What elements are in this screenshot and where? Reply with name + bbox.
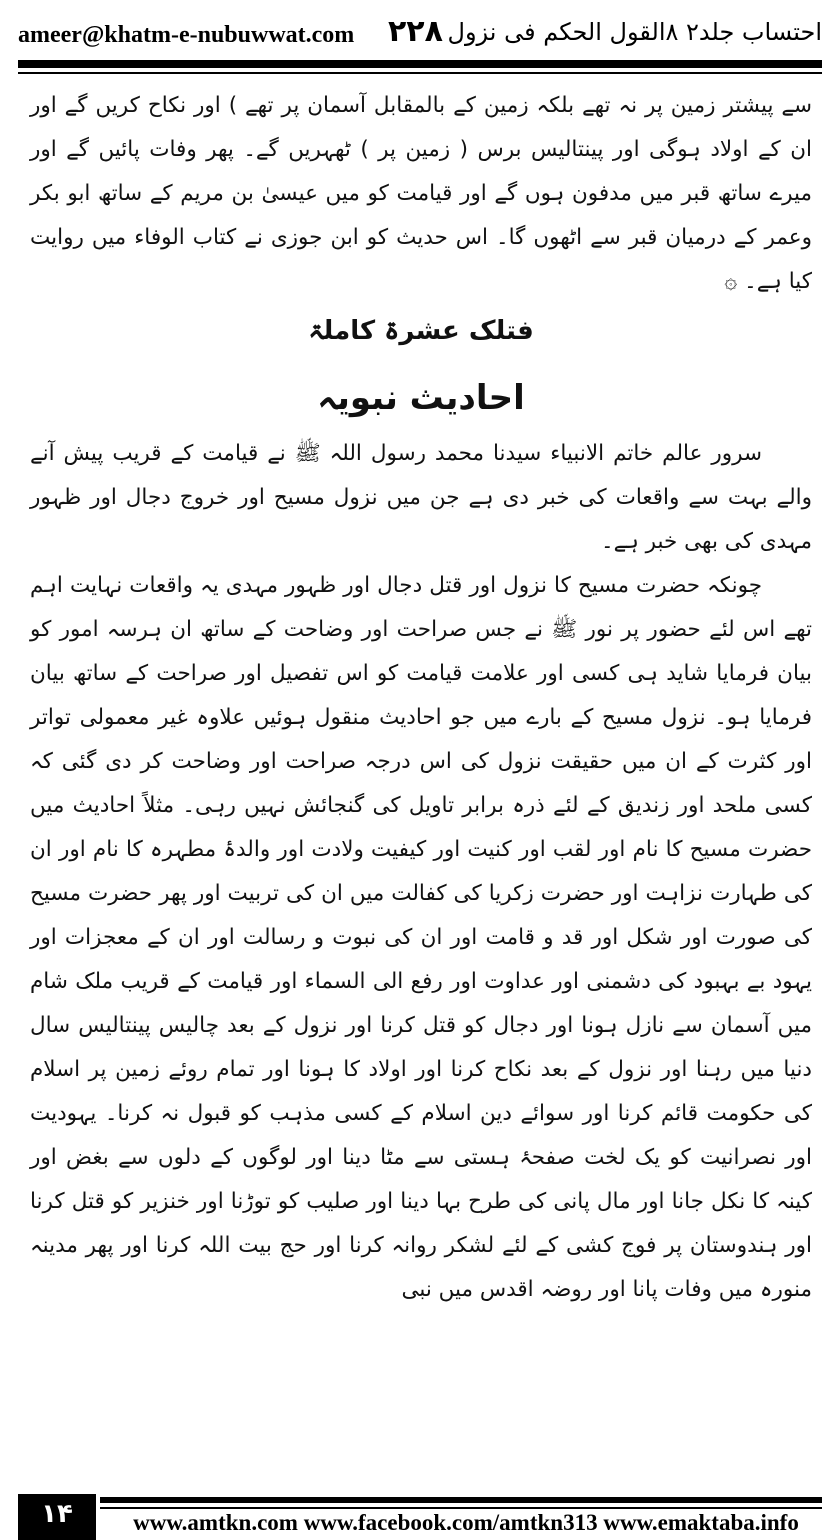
header-rule-thick bbox=[18, 60, 822, 68]
paragraph-intro: سرور عالم خاتم الانبیاء سیدنا محمد رسول اللہ ﷺ نے قیامت کے قریب پیش آنے والے بہت سے واقعات کی خبر دی ہے جن میں نزول مسیح اور خروج دجال اور ظہور مہدی کی بھی خبر ہے۔ bbox=[30, 441, 812, 554]
footer-links: www.amtkn.com www.facebook.com/amtkn313 www.emaktaba.info bbox=[133, 1510, 799, 1535]
page-header bbox=[18, 10, 822, 58]
paragraph-main: چونکہ حضرت مسیح کا نزول اور قتل دجال اور ظہور مہدی یہ واقعات نہایت اہم تھے اس لئے حضور پر نور ﷺ نے جس صراحت اور وضاحت کے ساتھ ان ہرسہ امور کو بیان فرمایا شاید ہی کسی اور علامت قیامت کو اس تفصیل اور صراحت کے ساتھ بیان فرمایا ہو۔ نزول مسیح کے بارے میں جو احادیث منقول ہوئیں علاوہ غیر معمولی تواتر اور کثرت کے ان میں حقیقت نزول کی اس درجہ صراحت اور وضاحت کر دی گئی کہ کسی ملحد اور زندیق کے لئے ذرہ برابر تاویل کی گنجائش نہیں رہی۔ مثلاً احادیث میں حضرت مسیح کا نام اور لقب اور کنیت اور کیفیت ولادت اور والدۂ مطہرہ کا نام اور ان کی طہارت نزاہت اور حضرت زکریا کی کفالت میں ان کی تربیت اور پھر حضرت مسیح کی صورت اور شکل اور قد و قامت اور ان کی نبوت و رسالت اور ان کے معجزات اور یہود بے بہبود کی دشمنی اور عداوت اور رفع الی السماء اور قیامت کے قریب ملک شام میں آسمان سے نازل ہونا اور دجال کو قتل کرنا اور نزول کے بعد چالیس پینتالیس سال دنیا میں رہنا اور نزول کے بعد نکاح کرنا اور اولاد کا ہونا اور تمام روئے زمین پر اسلام کی حکومت قائم کرنا اور سوائے دین اسلام کے کسی مذہب کو قبول نہ کرنا۔ یہودیت اور نصرانیت کو یک لخت صفحۂ ہستی سے مٹا دینا اور لوگوں کے دلوں سے بغض اور کینہ کا نکل جانا اور مال پانی کی طرح بہا دینا اور صلیب کو توڑنا اور خنزیر کو قتل کرنا اور ہندوستان پر فوج کشی کے لئے لشکر روانہ کرنا اور حج بیت اللہ کرنا اور پھر مدینہ منورہ میں وفات پانا اور روضہ اقدس میں نبی bbox=[30, 573, 812, 1302]
footer-page-label: ۱۴ bbox=[18, 1494, 96, 1540]
footer-rule-thick bbox=[100, 1497, 822, 1503]
footer-rule-thin bbox=[100, 1507, 822, 1509]
page-body bbox=[30, 84, 812, 1312]
header-book-title: احتساب جلد۲ ۸القول الحکم فی نزول bbox=[447, 18, 822, 46]
header-page-number: ۲۲۸ bbox=[388, 14, 443, 49]
end-ornament-icon: ۞ bbox=[724, 269, 738, 294]
arabic-heading: فتلک عشرۃ کاملۃ bbox=[308, 316, 534, 346]
paragraph-1-text: سے پیشتر زمین پر نہ تھے بلکہ زمین کے بالمقابل آسمان پر تھے ) اور نکاح کریں گے اور ان کے اولاد ہوگی اور پینتالیس برس ( زمین پر ) ٹھہریں گے۔ پھر وفات پائیں گے اور میرے ساتھ قبر میں مدفون ہوں گے اور قیامت کو میں عیسیٰ بن مریم کے ساتھ ابو بکر وعمر کے درمیان قبر سے اٹھوں گا۔ اس حدیث کو ابن جوزی نے کتاب الوفاء میں روایت کیا ہے۔ bbox=[30, 93, 812, 294]
header-email: ameer@khatm-e-nubuwwat.com bbox=[18, 22, 355, 48]
header-rule-thin bbox=[18, 72, 822, 74]
paragraph-continuation bbox=[30, 84, 812, 304]
section-heading: احادیث نبویہ bbox=[317, 378, 525, 418]
